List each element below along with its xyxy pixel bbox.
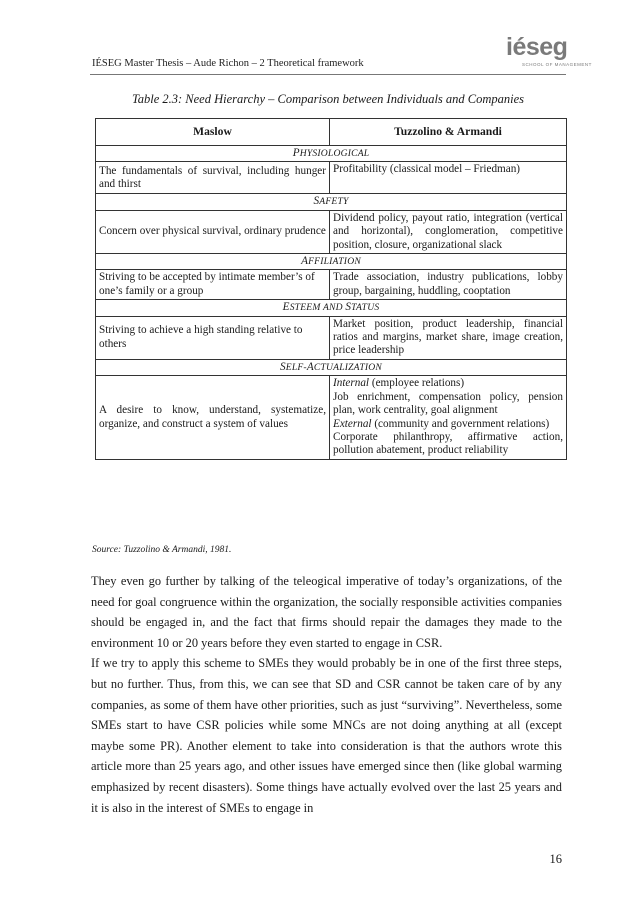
section-row-affiliation bbox=[96, 254, 567, 270]
tuzzolino-cell: Market position, product leadership, financial ratios and margins, market share, image creation, price leadership bbox=[330, 316, 567, 359]
section-title-affiliation: AFFILIATION bbox=[96, 254, 567, 270]
section-title-physiological: PHYSIOLOGICAL bbox=[96, 146, 567, 162]
maslow-cell: Concern over physical survival, ordinary prudence bbox=[96, 210, 330, 253]
column-header-maslow: Maslow bbox=[96, 119, 330, 146]
running-header: IÉSEG Master Thesis – Aude Richon – 2 Theoretical framework bbox=[92, 58, 364, 69]
table-row bbox=[96, 210, 567, 253]
paragraph: If we try to apply this scheme to SMEs they would probably be in one of the first three steps, but no further. Thus, from this, we can see that SD and CSR cannot be taken care of by any companies, as some of them have other priorities, such as just “surviving”. Nevertheless, some SMEs start to have CSR policies while some MNCs are not doing anything at all (except maybe some PR). Another element to take into consideration is that the authors wrote this article more than 25 years ago, and other issues have emerged since then (like global warming emphasized by recent disasters). Some things have actually evolved over the last 25 years and it is also in the interest of SMEs to engage in bbox=[91, 656, 562, 815]
tuzzolino-cell: Trade association, industry publications, lobby group, bargaining, huddling, cooptation bbox=[330, 270, 567, 300]
header-divider bbox=[90, 74, 566, 75]
external-heading: External (community and government relations) bbox=[333, 417, 550, 430]
tuzzolino-cell: Profitability (classical model – Friedman) bbox=[330, 162, 567, 194]
tuzzolino-cell bbox=[330, 376, 567, 459]
logo-tagline: SCHOOL OF MANAGEMENT bbox=[522, 62, 592, 67]
internal-text: Job enrichment, compensation policy, pension plan, work centrality, goal alignment bbox=[333, 390, 563, 417]
table-row bbox=[96, 270, 567, 300]
table-caption: Table 2.3: Need Hierarchy – Comparison between Individuals and Companies bbox=[131, 92, 525, 106]
table-source: Source: Tuzzolino & Armandi, 1981. bbox=[92, 545, 232, 555]
table-row bbox=[96, 162, 567, 194]
section-title-safety: SAFETY bbox=[96, 194, 567, 210]
need-hierarchy-table bbox=[95, 118, 567, 460]
tuzzolino-cell: Dividend policy, payout ratio, integration (vertical and horizontal), conglomeration, competitive position, closure, organizational slack bbox=[330, 210, 567, 253]
table-header-row bbox=[96, 119, 567, 146]
section-title-esteem-status: ESTEEM AND STATUS bbox=[96, 300, 567, 316]
internal-heading: Internal (employee relations) bbox=[333, 377, 465, 390]
table-row bbox=[96, 376, 567, 459]
external-text: Corporate philanthropy, affirmative action, pollution abatement, product reliability bbox=[333, 430, 563, 457]
maslow-cell: A desire to know, understand, systematize, organize, and construct a system of values bbox=[96, 376, 330, 459]
column-header-tuzzolino: Tuzzolino & Armandi bbox=[330, 119, 567, 146]
maslow-cell: Striving to be accepted by intimate member’s of one’s family or a group bbox=[96, 270, 330, 300]
logo-wordmark: iéseg bbox=[506, 33, 568, 61]
section-row-self-actualization bbox=[96, 359, 567, 375]
section-row-esteem-status bbox=[96, 300, 567, 316]
section-title-self-actualization: SELF-ACTUALIZATION bbox=[96, 359, 567, 375]
section-row-physiological bbox=[96, 146, 567, 162]
paragraph: They even go further by talking of the teleogical imperative of today’s organizations, of the need for goal congruence within the organization, the socially responsible activities companies should be engaged in, and the fact that firms should repair the damages they made to the environment 10 or 20 years before they even started to engage in CSR. bbox=[91, 574, 562, 650]
page-number: 16 bbox=[549, 852, 562, 866]
maslow-cell: Striving to achieve a high standing relative to others bbox=[96, 316, 330, 359]
body-text bbox=[91, 571, 562, 818]
section-row-safety bbox=[96, 194, 567, 210]
maslow-cell: The fundamentals of survival, including hunger and thirst bbox=[96, 162, 330, 194]
ieseg-logo bbox=[506, 28, 592, 78]
table-row bbox=[96, 316, 567, 359]
